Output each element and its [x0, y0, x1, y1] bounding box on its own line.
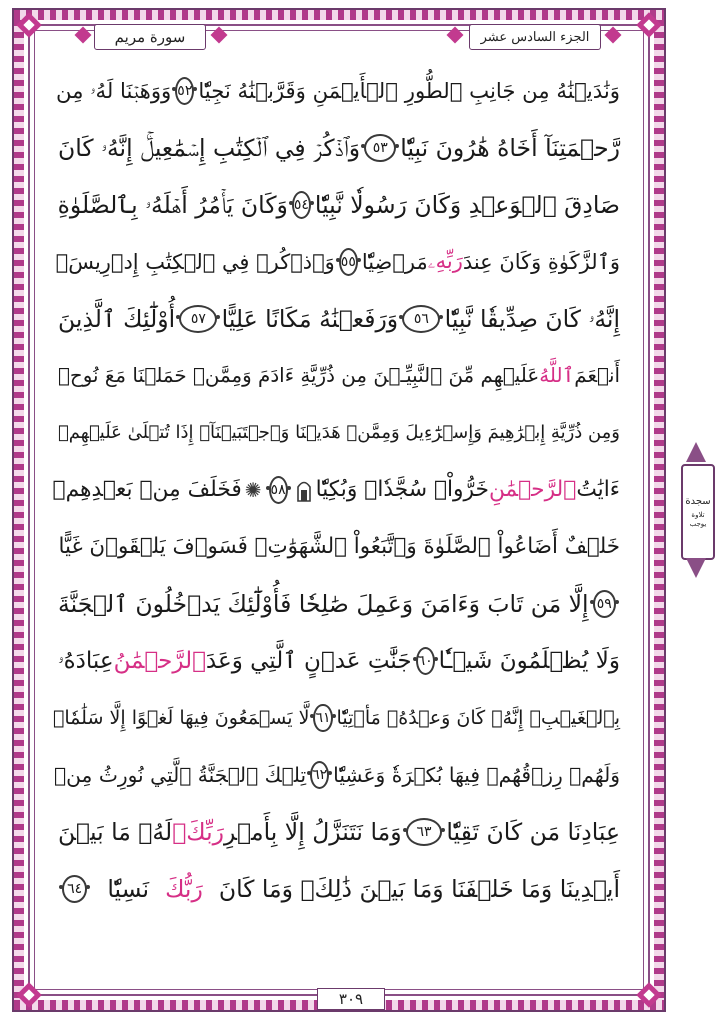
text-line	[58, 632, 620, 689]
verse-text: خَلۡفٌ أَضَاعُواْ ٱلصَّلَوٰةَ وَٱتَّبَعُواْ ٱلشَّهَوَٰتِۖ فَسَوۡفَ يَلۡقَوۡنَ غَيًّا	[58, 534, 620, 559]
divine-name: ٱلرَّحۡمَٰنُ	[113, 647, 206, 674]
sajda-label: سجدة	[685, 495, 711, 507]
ayah-number-marker: ٦٣	[406, 818, 443, 846]
ayah-number-marker: ٥٥	[339, 248, 358, 276]
medallion-tip-icon	[686, 442, 706, 462]
text-line	[55, 233, 620, 290]
verse-text: وَٱذۡكُرۡ فِي ٱلۡكِتَٰبِ إِسۡمَٰعِيلَۚ إِنَّهُۥ كَانَ	[58, 133, 361, 162]
divine-name: رَبِّهِۦ	[427, 249, 463, 273]
verse-text: وَلَهُمۡ رِزۡقُهُمۡ فِيهَا بُكۡرَةٗ وَعَشِيّٗا	[333, 762, 620, 787]
verse-text: وَمَا نَتَنَزَّلُ إِلَّا بِأَمۡرِ	[223, 817, 402, 846]
sajda-side-marker	[678, 440, 714, 580]
sajda-note: تلاوة يوجب	[689, 510, 707, 528]
header-ornament-icon	[210, 28, 230, 44]
text-line	[54, 746, 620, 803]
text-line	[58, 176, 620, 233]
sajda-mihrab-icon	[296, 477, 312, 503]
header-ornament-icon	[604, 28, 624, 44]
text-line	[58, 290, 620, 347]
verse-text: تِلۡكَ ٱلۡجَنَّةُ ٱلَّتِي نُورِثُ مِنۡ	[54, 762, 307, 787]
verse-text: صَادِقَ ٱلۡوَعۡدِ وَكَانَ رَسُولٗا نَّبِيّٗا	[314, 190, 620, 219]
verse-text: عِبَادَهُۥ	[57, 647, 114, 674]
verse-text: أُوْلَٰٓئِكَ ٱلَّذِينَ	[58, 304, 176, 333]
verse-text: عَلَيۡهِم مِّنَ ٱلنَّبِيِّـۧنَ مِن ذُرِّيَّةِ ءَادَمَ وَمِمَّنۡ حَمَلۡنَا مَعَ نُوحٖ	[58, 364, 540, 387]
verse-text: جَنَّٰتِ عَدۡنٍ ٱلَّتِي وَعَدَ	[205, 647, 412, 674]
juz-title: الجزء السادس عشر	[469, 24, 601, 50]
divine-name: رَبُّكَ	[165, 874, 203, 903]
text-line	[58, 860, 620, 917]
ayah-number-marker: ٥٤	[292, 191, 311, 219]
verse-text: أَيۡدِينَا وَمَا خَلۡفَنَا وَمَا بَيۡنَ ذَٰلِكَۚ وَمَا كَانَ	[218, 874, 620, 903]
page-number: ٣٠٩	[317, 988, 385, 1010]
corner-ornament-icon	[16, 12, 42, 38]
corner-ornament-icon	[636, 12, 662, 38]
verse-text: وَٱلزَّكَوٰةِ وَكَانَ عِندَ	[462, 249, 620, 274]
quran-text-block	[52, 62, 620, 972]
corner-ornament-icon	[636, 982, 662, 1008]
ayah-number-marker: ٥٣	[364, 134, 396, 162]
verse-text: نَسِيّٗا	[107, 874, 150, 903]
corner-ornament-icon	[16, 982, 42, 1008]
verse-text: رَّحۡمَتِنَآ أَخَاهُ هَٰرُونَ نَبِيّٗا	[400, 133, 620, 162]
verse-text: مَرۡضِيّٗا	[361, 249, 428, 274]
ayah-number-marker: ٥٧	[179, 305, 217, 333]
text-line	[55, 62, 620, 119]
hizb-star-icon: ✺	[244, 477, 262, 502]
verse-text: عِبَادِنَا مَن كَانَ تَقِيّٗا	[446, 817, 620, 846]
verse-text: أَنۡعَمَ	[574, 364, 620, 387]
verse-text: فَخَلَفَ مِنۢ بَعۡدِهِمۡ	[52, 477, 242, 502]
ayah-number-marker: ٥٦	[402, 305, 440, 333]
ayah-number-marker: ٥٨	[269, 476, 288, 504]
text-line	[58, 404, 620, 461]
divine-name: ٱللَّهُ	[539, 364, 575, 387]
medallion-tip-icon	[686, 558, 706, 578]
verse-text: وَوَهَبۡنَا لَهُۥ مِن	[55, 77, 172, 103]
text-line	[52, 461, 620, 518]
ayah-number-marker: ٥٩	[593, 590, 616, 618]
header-ornament-icon	[446, 28, 466, 44]
verse-text: خَرُّواْۤ سُجَّدٗاۤ وَبُكِيّٗا	[315, 477, 489, 502]
text-line	[58, 119, 620, 176]
verse-text: وَنَٰدَيۡنَٰهُ مِن جَانِبِ ٱلطُّورِ ٱلۡأَيۡمَنِ وَقَرَّبۡنَٰهُ نَجِيّٗا	[198, 78, 620, 103]
ayah-number-marker: ٦١	[313, 704, 332, 732]
verse-text: إِنَّهُۥ كَانَ صِدِّيقٗا نَّبِيّٗا	[444, 304, 620, 333]
ayah-number-marker: ٥٢	[175, 77, 194, 105]
verse-text: وَكَانَ يَأۡمُرُ أَهۡلَهُۥ بِٱلصَّلَوٰةِ	[57, 190, 288, 219]
verse-text: وَمِن ذُرِّيَّةِ إِبۡرَٰهِيمَ وَإِسۡرَٰٓءِيلَ وَمِمَّنۡ هَدَيۡنَا وَٱجۡتَبَيۡنَآۚ إِذَا تُتۡلَىٰ عَلَيۡهِمۡ	[57, 422, 620, 443]
ayah-number-marker: ٦٢	[310, 761, 329, 789]
text-line	[52, 689, 620, 746]
verse-text: إِلَّا مَن تَابَ وَءَامَنَ وَعَمِلَ صَٰلِحٗا فَأُوْلَٰٓئِكَ يَدۡخُلُونَ ٱلۡجَنَّةَ	[58, 589, 589, 618]
verse-text: ءَايَٰتُ	[576, 477, 620, 502]
verse-text: وَلَا يُظۡلَمُونَ شَيۡـٔٗا	[438, 647, 620, 674]
ayah-number-marker: ٦٤	[62, 875, 87, 903]
ayah-number-marker: ٦٠	[416, 647, 435, 675]
divine-name: ٱلرَّحۡمَٰنِ	[489, 477, 577, 502]
verse-text: وَٱذۡكُرۡ فِي ٱلۡكِتَٰبِ إِدۡرِيسَۚ	[55, 249, 335, 274]
text-line	[58, 347, 620, 404]
text-line	[58, 575, 620, 632]
text-line	[58, 518, 620, 575]
surah-title: سورة مريم	[94, 24, 206, 50]
medallion-body	[681, 464, 715, 560]
text-line	[58, 803, 620, 860]
verse-text: وَرَفَعۡنَٰهُ مَكَانًا عَلِيًّا	[221, 304, 399, 333]
header-ornament-icon	[74, 28, 94, 44]
verse-text: بِٱلۡغَيۡبِۚ إِنَّهُۥ كَانَ وَعۡدُهُۥ مَأۡتِيّٗا	[336, 706, 620, 729]
verse-text: لَهُۥ مَا بَيۡنَ	[58, 817, 173, 846]
verse-text: لَّا يَسۡمَعُونَ فِيهَا لَغۡوًا إِلَّا سَلَٰمٗاۖ	[52, 706, 310, 729]
divine-name: رَبِّكَۖ	[172, 817, 224, 846]
